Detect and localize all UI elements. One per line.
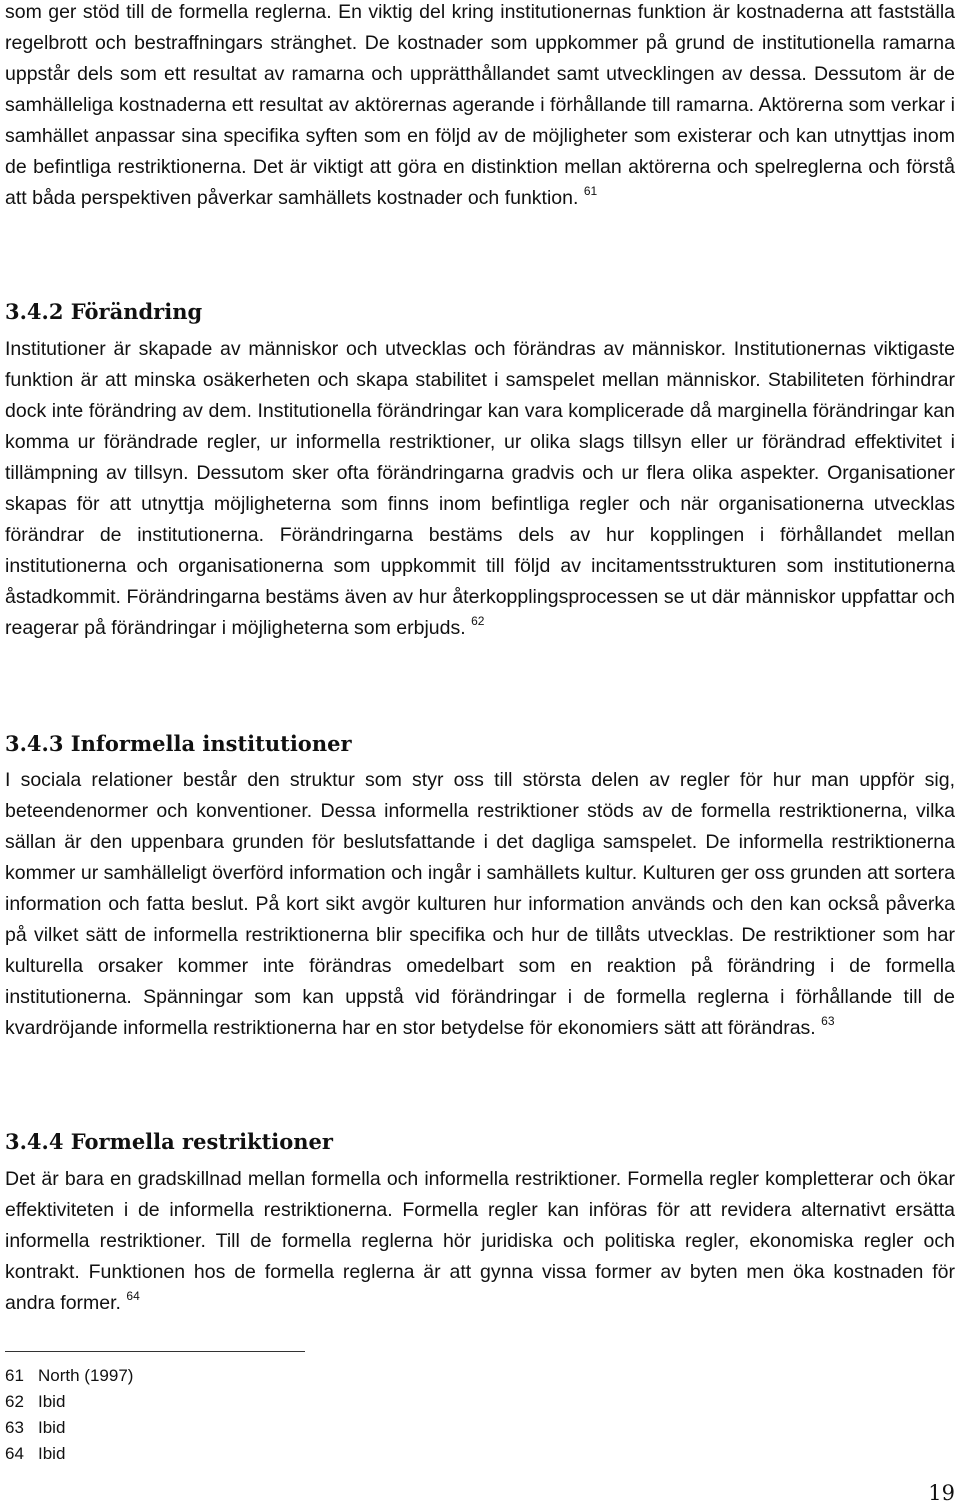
footnote-number: 61 xyxy=(5,1366,24,1385)
paragraph-text: Institutioner är skapade av människor och utvecklas och förändras av människor. Institutionernas viktigaste funktion är att minska osäkerheten och skapa stabilitet i samspelet mellan människor. Stabiliteten förhindrar dock inte förändring av dem. Institutionella förändringar kan vara komplicerade då marginella förändringar kan komma ur förändrade regler, ur informella restriktioner, ur olika slags tillsyn eller ur förändrad effektivitet i tillämpning av tillsyn. Dessutom sker ofta förändringarna gradvis och ur flera olika aspekter. Organisationer skapas för att utnyttja möjligheterna som finns inom befintliga regler och när organisationerna utvecklas förändrar de institutionerna. Förändringarna bestäms dels av hur kopplingen i förhållandet mellan institutionerna och organisationerna som uppkommit till följd av incitamentsstrukturen som institutionerna åstadkommit. Förändringarna bestäms även av hur återkopplingsprocessen se ut där människor uppfattar och reagerar på förändringar i möjligheterna som erbjuds. xyxy=(5,338,955,639)
heading-3-4-4: 3.4.4 Formella restriktioner xyxy=(5,1129,333,1154)
paragraph-informella xyxy=(5,765,955,1044)
paragraph-text: Det är bara en gradskillnad mellan formella och informella restriktioner. Formella regler kompletterar och ökar effektiviteten i de informella restriktionerna. Formella regler kan införas för att revidera alternativt ersätta informella restriktioner. Till de formella reglerna hör juridiska och politiska regler, ekonomiska regler och kontrakt. Funktionen hos de formella reglerna är att gynna vissa former av byten men öka kostnaden för andra former. xyxy=(5,1168,955,1314)
intro-text: som ger stöd till de formella reglerna. En viktig del kring institutionernas funktion är kostnaderna att fastställa regelbrott och bestraffningars stränghet. De kostnader som uppkommer på grund de institutionella ramarna uppstår dels som ett resultat av ramarna och upprätthållandet samt utvecklingen av dessa. Dessutom är de samhälleliga kostnaderna ett resultat av aktörernas agerande i förhållande till ramarna. Aktörerna som verkar i samhället anpassar sina specifika syften som en följd av de möjligheter som existerar och kan utnyttjas inom de befintliga restriktionerna. Det är viktigt att göra en distinktion mellan aktörerna och spelreglerna och förstå att båda perspektiven påverkar samhällets kostnader och funktion. xyxy=(5,1,955,209)
heading-3-4-2: 3.4.2 Förändring xyxy=(5,299,203,324)
paragraph-forandring xyxy=(5,334,955,644)
footnote-text: Ibid xyxy=(38,1418,66,1437)
page-number: 19 xyxy=(928,1481,955,1505)
paragraph-formella xyxy=(5,1164,955,1319)
intro-paragraph xyxy=(5,0,955,214)
footnote-number: 63 xyxy=(5,1418,24,1437)
footnote-text: North (1997) xyxy=(38,1366,134,1385)
footnote-number: 64 xyxy=(5,1444,24,1463)
footnote-divider xyxy=(5,1351,305,1352)
footnote-number: 62 xyxy=(5,1392,24,1411)
footnote-ref-63: 63 xyxy=(821,1014,835,1028)
footnote-ref-62: 62 xyxy=(471,614,485,628)
heading-3-4-3: 3.4.3 Informella institutioner xyxy=(5,731,352,756)
footnote-text: Ibid xyxy=(38,1444,66,1463)
footnote-ref-64: 64 xyxy=(126,1289,140,1303)
footnote-ref-61: 61 xyxy=(583,184,598,198)
paragraph-text: I sociala relationer består den struktur som styr oss till största delen av regler för hur man uppför sig, beteendenormer och konventioner. Dessa informella restriktioner stöds av de formella restriktionerna, vilka sällan är den uppenbara grunden för beslutsfattande i det dagliga samspelet. De informella restriktionerna kommer ur samhälleligt överförd information och ingår i samhällets kultur. Kulturen ger oss grunden att sortera information och fatta beslut. På kort sikt avgör kulturen hur information används och den kan också påverka på vilket sätt de informella restriktionerna blir specifika och hur de tillåts utvecklas. De restriktioner som har kulturella orsaker kommer inte förändras omedelbart som en reaktion på förändring i de formella institutionerna. Spänningar som kan uppstå vid förändringar i de formella reglerna i förhållande till de kvardröjande informella restriktionerna har en stor betydelse för ekonomiers sätt att förändras. xyxy=(5,769,955,1039)
footnote-64 xyxy=(5,1441,65,1467)
footnote-63 xyxy=(5,1415,65,1441)
footnote-text: Ibid xyxy=(38,1392,66,1411)
footnote-61 xyxy=(5,1363,133,1389)
footnote-62 xyxy=(5,1389,65,1415)
